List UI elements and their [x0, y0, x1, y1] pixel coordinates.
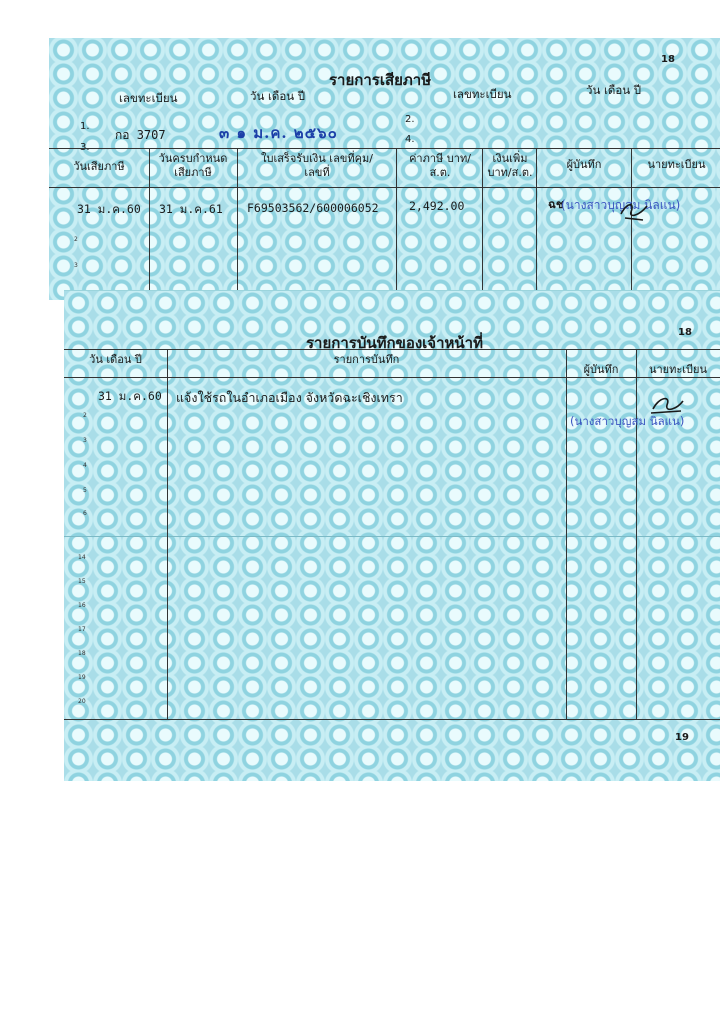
- row-number: 2: [83, 412, 87, 419]
- row-marker-4: 4.: [405, 134, 415, 145]
- record-date-cell: 31 ม.ค.60: [98, 389, 162, 403]
- col-header-payment-date: วันเสียภาษี: [73, 160, 125, 173]
- col-divider: [631, 148, 632, 300]
- row-marker-1: 1.: [80, 121, 90, 132]
- recorder-prefix: ฉช: [548, 197, 564, 211]
- row-number: 4: [83, 462, 87, 469]
- col-divider: [149, 148, 150, 300]
- officer-section-title: รายการบันทึกของเจ้าหน้าที่: [306, 334, 483, 352]
- row-number: 2: [74, 236, 78, 243]
- date-label: วัน เดือน ปี: [250, 89, 306, 103]
- date-label-2: วัน เดือน ปี: [586, 83, 642, 97]
- col-header-registrar: นายทะเบียน: [647, 158, 706, 171]
- row-number: 19: [78, 674, 86, 681]
- col-header-date: วัน เดือน ปี: [89, 353, 142, 366]
- row-number: 18: [78, 650, 86, 657]
- row-number: 15: [78, 578, 86, 585]
- tax-section-title: รายการเสียภาษี: [329, 71, 432, 89]
- page-number: 18: [661, 54, 675, 65]
- col-divider: [482, 148, 483, 300]
- row-marker-3: 3.: [80, 142, 90, 153]
- officer-record-sheet: [64, 290, 720, 781]
- tax-record-sheet: [49, 38, 720, 300]
- recorder-stamp: (นางสาวบุญสม นิลแน): [561, 198, 681, 212]
- col-header-due-date: วันครบกำหนด เสียภาษี: [158, 152, 228, 179]
- col-header-surcharge: เงินเพิ่ม บาท/ส.ต.: [487, 152, 533, 179]
- signature-icon: [617, 198, 653, 222]
- plate-label-2: เลขทะเบียน: [453, 87, 512, 101]
- row-number: 3: [74, 262, 78, 269]
- row-number: 6: [83, 510, 87, 517]
- col-divider: [167, 349, 168, 719]
- col-divider: [396, 148, 397, 300]
- record-entry-cell: แจ้งใช้รถในอำเภอเมือง จังหวัดฉะเชิงเทรา: [176, 390, 403, 405]
- officer-table-header-border: [64, 377, 720, 378]
- registrar-stamp: (นางสาวบุญสม นิลแน): [570, 414, 685, 428]
- col-divider: [636, 349, 637, 719]
- col-divider: [536, 148, 537, 300]
- payment-date-cell: 31 ม.ค.60: [77, 202, 141, 216]
- page-number: 18: [678, 327, 692, 338]
- col-header-tax: ค่าภาษี บาท/ส.ต.: [409, 152, 471, 179]
- col-header-recorder: ผู้บันทึก: [583, 363, 619, 376]
- footer-page-number: 19: [675, 732, 689, 743]
- sheet-fold-line: [64, 536, 720, 537]
- registration-date-handwritten: ๓ ๑ ม.ค. ๒๕๖๐: [219, 124, 338, 142]
- plate-value: กอ 3707: [115, 128, 166, 142]
- row-number: 16: [78, 602, 86, 609]
- signature-icon: [647, 391, 687, 417]
- col-header-recorder: ผู้บันทึก: [566, 158, 602, 171]
- row-number: 20: [78, 698, 86, 705]
- officer-table-bottom-border: [64, 719, 720, 720]
- col-header-receipt: ใบเสร็จรับเงิน เลขที่คุม/เลขที่: [261, 152, 373, 179]
- tax-amount-cell: 2,492.00: [409, 199, 465, 213]
- plate-label: เลขทะเบียน: [119, 91, 178, 105]
- officer-table-top-border: [64, 349, 720, 350]
- col-divider: [237, 148, 238, 300]
- row-number: 17: [78, 626, 86, 633]
- col-header-entry: รายการบันทึก: [333, 353, 400, 366]
- row-number: 14: [78, 554, 86, 561]
- row-number: 5: [83, 487, 87, 494]
- due-date-cell: 31 ม.ค.61: [159, 202, 223, 216]
- col-header-registrar: นายทะเบียน: [648, 363, 707, 376]
- row-marker-2: 2.: [405, 114, 415, 125]
- receipt-cell: F69503562/600006052: [247, 201, 379, 215]
- row-number: 3: [83, 437, 87, 444]
- col-divider: [566, 349, 567, 719]
